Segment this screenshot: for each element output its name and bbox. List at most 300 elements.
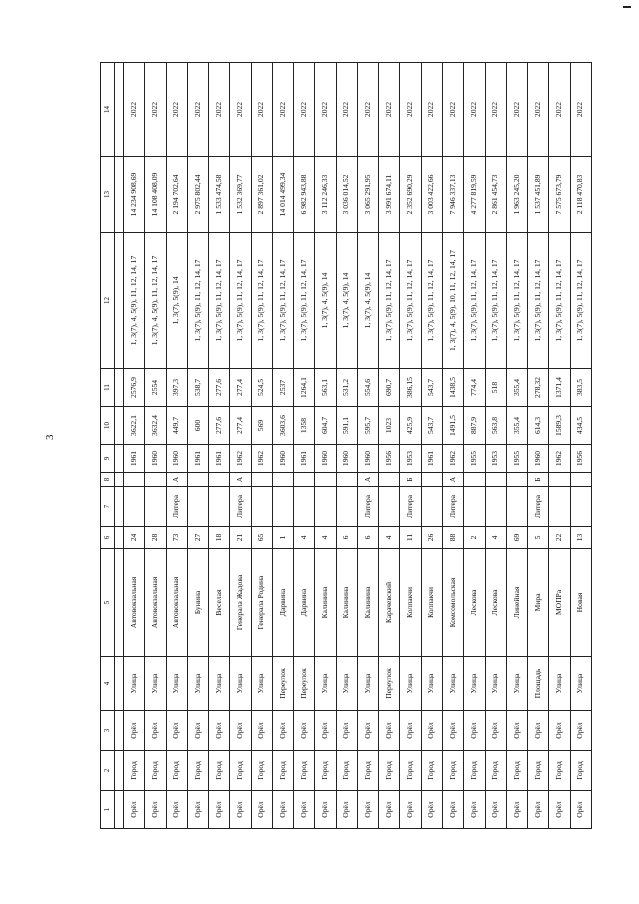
cell-settlement-type: Город bbox=[315, 751, 336, 791]
cell-district: Орёл bbox=[549, 791, 570, 829]
cell-year-planned: 2022 bbox=[485, 63, 506, 157]
cell-living-area: 2537 bbox=[272, 369, 293, 407]
cell-cost: 1 963 245,20 bbox=[506, 157, 527, 233]
cell-settlement-type: Город bbox=[145, 751, 166, 791]
column-header: 13 bbox=[101, 157, 115, 233]
cell-year-built: 1960 bbox=[528, 445, 549, 473]
cell-settlement: Орёл bbox=[357, 711, 378, 751]
cell-year-built: 1962 bbox=[442, 445, 463, 473]
cell-living-area: 1371,4 bbox=[549, 369, 570, 407]
cell-living-area: 1438,5 bbox=[442, 369, 463, 407]
cell-work-types: 1, 3(7), 4, 5(9), 14 bbox=[315, 233, 336, 369]
cell-letter bbox=[187, 473, 208, 487]
cell-street-type: Улица bbox=[187, 657, 208, 711]
cell-settlement: Орёл bbox=[442, 711, 463, 751]
cell-total-area: 277,4 bbox=[230, 407, 251, 445]
cell-letter: А bbox=[357, 473, 378, 487]
cell-settlement: Орёл bbox=[570, 711, 591, 751]
cell-street-type: Улица bbox=[209, 657, 230, 711]
column-header: 3 bbox=[101, 711, 115, 751]
cell-total-area: 1358 bbox=[294, 407, 315, 445]
cell-year-built: 1960 bbox=[315, 445, 336, 473]
cell-district: Орёл bbox=[357, 791, 378, 829]
table-row bbox=[528, 63, 549, 829]
cell-house-number: 27 bbox=[187, 527, 208, 549]
cell-house-number: 4 bbox=[315, 527, 336, 549]
cell-settlement: Орёл bbox=[336, 711, 357, 751]
cell-settlement: Орёл bbox=[187, 711, 208, 751]
cell-living-area: 524,5 bbox=[251, 369, 272, 407]
cell-settlement: Орёл bbox=[421, 711, 442, 751]
cell-year-planned: 2022 bbox=[294, 63, 315, 157]
cell-year-planned: 2022 bbox=[336, 63, 357, 157]
cell-street: Мира bbox=[528, 549, 549, 657]
cell-street-type: Улица bbox=[506, 657, 527, 711]
cell-street-type: Переулок bbox=[272, 657, 293, 711]
column-header: 8 bbox=[101, 473, 115, 487]
cell-letter bbox=[570, 473, 591, 487]
cell-work-types: 1, 3(7), 5(9), 11, 12, 14, 17 bbox=[379, 233, 400, 369]
cell-work-types: 1, 3(7), 5(9), 11, 12, 14, 17 bbox=[251, 233, 272, 369]
cell-year-planned: 2022 bbox=[506, 63, 527, 157]
cell-street: Калинина bbox=[336, 549, 357, 657]
cell-year-planned: 2022 bbox=[421, 63, 442, 157]
cell-settlement: Орёл bbox=[528, 711, 549, 751]
cell-street: Комсомольская bbox=[442, 549, 463, 657]
cell-house-number: 4 bbox=[485, 527, 506, 549]
table-row bbox=[506, 63, 527, 829]
cell-street: Автовокзальная bbox=[124, 549, 145, 657]
cell-street-type: Улица bbox=[442, 657, 463, 711]
cell-house-number: 6 bbox=[357, 527, 378, 549]
cell-letter bbox=[251, 473, 272, 487]
cell-district: Орёл bbox=[464, 791, 485, 829]
cell-street: Карачевский bbox=[379, 549, 400, 657]
cell-street: Дарвина bbox=[272, 549, 293, 657]
table-body bbox=[115, 63, 592, 829]
cell-street-type: Улица bbox=[336, 657, 357, 711]
cell-total-area: 355,4 bbox=[506, 407, 527, 445]
cell-year-planned: 2022 bbox=[145, 63, 166, 157]
cell-letter-label bbox=[124, 487, 145, 527]
cell-street: Линейная bbox=[506, 549, 527, 657]
cell-year-built: 1960 bbox=[336, 445, 357, 473]
cell-year-planned: 2022 bbox=[166, 63, 187, 157]
cell-cost: 4 277 819,59 bbox=[464, 157, 485, 233]
cell-living-area: 397,3 bbox=[166, 369, 187, 407]
column-header: 6 bbox=[101, 527, 115, 549]
cell-settlement-type: Город bbox=[187, 751, 208, 791]
cell-settlement: Орёл bbox=[485, 711, 506, 751]
cell-district: Орёл bbox=[528, 791, 549, 829]
cell-district: Орёл bbox=[379, 791, 400, 829]
cell-street-type: Улица bbox=[464, 657, 485, 711]
cell-settlement-type: Город bbox=[294, 751, 315, 791]
cell-cost: 2 352 690,29 bbox=[400, 157, 421, 233]
header-row bbox=[101, 63, 115, 829]
cell-cost: 6 982 943,88 bbox=[294, 157, 315, 233]
cell-letter bbox=[549, 473, 570, 487]
table-row bbox=[251, 63, 272, 829]
cell-district: Орёл bbox=[166, 791, 187, 829]
cell-house-number: 5 bbox=[528, 527, 549, 549]
cell-year-planned: 2022 bbox=[187, 63, 208, 157]
cell-year-built: 1955 bbox=[506, 445, 527, 473]
cell-year-built: 1962 bbox=[230, 445, 251, 473]
column-header: 1 bbox=[101, 791, 115, 829]
cell-settlement-type: Город bbox=[379, 751, 400, 791]
data-table bbox=[100, 62, 592, 829]
cell-settlement: Орёл bbox=[294, 711, 315, 751]
cell-cost: 7 575 673,79 bbox=[549, 157, 570, 233]
cell-letter-label bbox=[379, 487, 400, 527]
cell-total-area: 3622,1 bbox=[124, 407, 145, 445]
cell-living-area: 563,1 bbox=[315, 369, 336, 407]
table-row bbox=[421, 63, 442, 829]
cell-cost: 2 975 802,44 bbox=[187, 157, 208, 233]
cell-letter-label bbox=[485, 487, 506, 527]
cell-total-area: 600 bbox=[187, 407, 208, 445]
cell-street: Генерала Родина bbox=[251, 549, 272, 657]
cell-street-type: Улица bbox=[315, 657, 336, 711]
cell-cost: 3 036 014,52 bbox=[336, 157, 357, 233]
cell-street: МОПРа bbox=[549, 549, 570, 657]
corner-mark bbox=[623, 6, 631, 8]
cell-district: Орёл bbox=[230, 791, 251, 829]
cell-cost: 1 532 369,77 bbox=[230, 157, 251, 233]
cell-street-type: Улица bbox=[124, 657, 145, 711]
cell-cost: 2 118 470,83 bbox=[570, 157, 591, 233]
cell-cost: 1 533 474,58 bbox=[209, 157, 230, 233]
cell-living-area: 277,6 bbox=[209, 369, 230, 407]
cell-letter-label: Литера bbox=[357, 487, 378, 527]
cell-settlement-type: Город bbox=[549, 751, 570, 791]
cell-total-area: 1023 bbox=[379, 407, 400, 445]
cell-year-planned: 2022 bbox=[209, 63, 230, 157]
cell-street: Генерала Жадова bbox=[230, 549, 251, 657]
cell-living-area: 543,7 bbox=[421, 369, 442, 407]
cell-cost: 3 065 291,95 bbox=[357, 157, 378, 233]
cell-year-built: 1961 bbox=[187, 445, 208, 473]
table-row bbox=[209, 63, 230, 829]
cell-letter bbox=[124, 473, 145, 487]
cell-street-type: Улица bbox=[166, 657, 187, 711]
cell-district: Орёл bbox=[272, 791, 293, 829]
cell-cost: 3 112 246,33 bbox=[315, 157, 336, 233]
cell-house-number: 88 bbox=[442, 527, 463, 549]
table-row bbox=[485, 63, 506, 829]
cell-street-type: Улица bbox=[230, 657, 251, 711]
cell-year-planned: 2022 bbox=[272, 63, 293, 157]
page-number: 3 bbox=[44, 434, 56, 440]
cell-year-built: 1960 bbox=[357, 445, 378, 473]
column-header: 4 bbox=[101, 657, 115, 711]
cell-letter bbox=[485, 473, 506, 487]
cell-house-number: 22 bbox=[549, 527, 570, 549]
column-header: 9 bbox=[101, 445, 115, 473]
cell-district: Орёл bbox=[209, 791, 230, 829]
table-row bbox=[379, 63, 400, 829]
cell-living-area: 355,4 bbox=[506, 369, 527, 407]
cell-letter bbox=[145, 473, 166, 487]
cell-work-types: 1, 3(7), 5(9), 14 bbox=[166, 233, 187, 369]
cell-district: Орёл bbox=[145, 791, 166, 829]
table-row bbox=[124, 63, 145, 829]
cell-letter bbox=[209, 473, 230, 487]
table-row bbox=[315, 63, 336, 829]
cell-total-area: 3632,4 bbox=[145, 407, 166, 445]
cell-work-types: 1, 3(7), 4, 5(9), 10, 11, 12, 14, 17 bbox=[442, 233, 463, 369]
cell-house-number: 13 bbox=[570, 527, 591, 549]
cell-living-area: 554,6 bbox=[357, 369, 378, 407]
table-row bbox=[294, 63, 315, 829]
cell-district: Орёл bbox=[294, 791, 315, 829]
cell-total-area: 543,7 bbox=[421, 407, 442, 445]
cell-year-built: 1953 bbox=[485, 445, 506, 473]
cell-work-types: 1, 3(7), 5(9), 11, 12, 14, 17 bbox=[528, 233, 549, 369]
cell-living-area: 690,7 bbox=[379, 369, 400, 407]
cell-settlement: Орёл bbox=[251, 711, 272, 751]
cell-street: Бунина bbox=[187, 549, 208, 657]
cell-work-types: 1, 3(7), 4, 5(9), 11, 12, 14, 17 bbox=[145, 233, 166, 369]
cell-settlement-type: Город bbox=[570, 751, 591, 791]
cell-settlement-type: Город bbox=[209, 751, 230, 791]
cell-work-types: 1, 3(7), 5(9), 11, 12, 14, 17 bbox=[506, 233, 527, 369]
table-row bbox=[549, 63, 570, 829]
cell-settlement: Орёл bbox=[549, 711, 570, 751]
cell-street-type: Переулок bbox=[294, 657, 315, 711]
cell-street-type: Улица bbox=[421, 657, 442, 711]
column-header: 7 bbox=[101, 487, 115, 527]
cell-district: Орёл bbox=[315, 791, 336, 829]
cell-settlement-type: Город bbox=[442, 751, 463, 791]
cell-district: Орёл bbox=[400, 791, 421, 829]
cell-work-types: 1, 3(7), 4, 5(9), 11, 12, 14, 17 bbox=[124, 233, 145, 369]
cell-district: Орёл bbox=[421, 791, 442, 829]
cell-settlement-type: Город bbox=[400, 751, 421, 791]
table-row bbox=[166, 63, 187, 829]
cell-letter: А bbox=[230, 473, 251, 487]
column-header: 14 bbox=[101, 63, 115, 157]
cell-house-number: 4 bbox=[379, 527, 400, 549]
blank-row bbox=[115, 63, 124, 829]
cell-work-types: 1, 3(7), 5(9), 11, 12, 14, 17 bbox=[464, 233, 485, 369]
column-header: 12 bbox=[101, 233, 115, 369]
cell-total-area: 449,7 bbox=[166, 407, 187, 445]
cell-living-area: 383,5 bbox=[570, 369, 591, 407]
cell-letter-label bbox=[294, 487, 315, 527]
table-row bbox=[272, 63, 293, 829]
cell-cost: 2 861 454,73 bbox=[485, 157, 506, 233]
cell-cost: 1 537 451,89 bbox=[528, 157, 549, 233]
cell-letter-label: Литера bbox=[230, 487, 251, 527]
cell-street-type: Улица bbox=[400, 657, 421, 711]
cell-cost: 3 991 674,11 bbox=[379, 157, 400, 233]
cell-settlement: Орёл bbox=[315, 711, 336, 751]
cell-cost: 2 194 702,64 bbox=[166, 157, 187, 233]
cell-house-number: 73 bbox=[166, 527, 187, 549]
column-header: 5 bbox=[101, 549, 115, 657]
cell-total-area: 604,7 bbox=[315, 407, 336, 445]
table-row bbox=[442, 63, 463, 829]
cell-district: Орёл bbox=[251, 791, 272, 829]
cell-house-number: 26 bbox=[421, 527, 442, 549]
cell-total-area: 1491,5 bbox=[442, 407, 463, 445]
cell-settlement: Орёл bbox=[209, 711, 230, 751]
cell-work-types: 1, 3(7), 5(9), 11, 12, 14, 17 bbox=[209, 233, 230, 369]
table-row bbox=[187, 63, 208, 829]
cell-letter-label: Литера bbox=[166, 487, 187, 527]
cell-letter-label bbox=[272, 487, 293, 527]
cell-work-types: 1, 3(7), 5(9), 11, 12, 14, 17 bbox=[230, 233, 251, 369]
cell-letter-label bbox=[145, 487, 166, 527]
cell-settlement: Орёл bbox=[124, 711, 145, 751]
cell-letter: А bbox=[442, 473, 463, 487]
cell-year-planned: 2022 bbox=[442, 63, 463, 157]
cell-work-types: 1, 3(7), 5(9), 11, 12, 14, 17 bbox=[485, 233, 506, 369]
cell-letter bbox=[315, 473, 336, 487]
cell-year-planned: 2022 bbox=[315, 63, 336, 157]
cell-settlement-type: Город bbox=[464, 751, 485, 791]
cell-house-number: 4 bbox=[294, 527, 315, 549]
cell-settlement-type: Город bbox=[357, 751, 378, 791]
cell-year-planned: 2022 bbox=[251, 63, 272, 157]
cell-year-planned: 2022 bbox=[124, 63, 145, 157]
cell-settlement: Орёл bbox=[379, 711, 400, 751]
cell-letter-label: Литера bbox=[442, 487, 463, 527]
cell-year-built: 1955 bbox=[464, 445, 485, 473]
cell-cost: 14 234 908,69 bbox=[124, 157, 145, 233]
cell-district: Орёл bbox=[506, 791, 527, 829]
cell-letter-label: Литера bbox=[400, 487, 421, 527]
cell-settlement-type: Город bbox=[230, 751, 251, 791]
cell-settlement: Орёл bbox=[272, 711, 293, 751]
cell-year-planned: 2022 bbox=[400, 63, 421, 157]
cell-work-types: 1, 3(7), 5(9), 11, 12, 14, 17 bbox=[272, 233, 293, 369]
cell-year-built: 1960 bbox=[166, 445, 187, 473]
cell-letter bbox=[272, 473, 293, 487]
cell-settlement: Орёл bbox=[145, 711, 166, 751]
cell-district: Орёл bbox=[442, 791, 463, 829]
cell-house-number: 1 bbox=[272, 527, 293, 549]
cell-settlement: Орёл bbox=[506, 711, 527, 751]
cell-letter: Б bbox=[400, 473, 421, 487]
cell-living-area: 531,2 bbox=[336, 369, 357, 407]
cell-work-types: 1, 3(7), 5(9), 11, 12, 14, 17 bbox=[570, 233, 591, 369]
cell-living-area: 278,32 bbox=[528, 369, 549, 407]
cell-street-type: Улица bbox=[145, 657, 166, 711]
cell-house-number: 18 bbox=[209, 527, 230, 549]
cell-living-area: 386,15 bbox=[400, 369, 421, 407]
cell-letter bbox=[464, 473, 485, 487]
table-row bbox=[230, 63, 251, 829]
cell-street-type: Улица bbox=[570, 657, 591, 711]
cell-year-built: 1956 bbox=[570, 445, 591, 473]
cell-settlement-type: Город bbox=[124, 751, 145, 791]
cell-year-planned: 2022 bbox=[230, 63, 251, 157]
cell-cost: 7 946 337,13 bbox=[442, 157, 463, 233]
cell-house-number: 21 bbox=[230, 527, 251, 549]
cell-house-number: 24 bbox=[124, 527, 145, 549]
column-header: 10 bbox=[101, 407, 115, 445]
cell-letter: Б bbox=[528, 473, 549, 487]
cell-total-area: 595,7 bbox=[357, 407, 378, 445]
cell-year-built: 1962 bbox=[251, 445, 272, 473]
cell-letter bbox=[336, 473, 357, 487]
cell-house-number: 6 bbox=[336, 527, 357, 549]
cell-letter-label: Литера bbox=[528, 487, 549, 527]
table-row bbox=[570, 63, 591, 829]
cell-district: Орёл bbox=[124, 791, 145, 829]
cell-district: Орёл bbox=[336, 791, 357, 829]
cell-year-built: 1956 bbox=[379, 445, 400, 473]
cell-year-planned: 2022 bbox=[357, 63, 378, 157]
table-row bbox=[145, 63, 166, 829]
cell-total-area: 563,8 bbox=[485, 407, 506, 445]
cell-total-area: 425,9 bbox=[400, 407, 421, 445]
cell-settlement-type: Город bbox=[251, 751, 272, 791]
cell-year-built: 1961 bbox=[421, 445, 442, 473]
cell-letter-label bbox=[209, 487, 230, 527]
cell-street: Автовокзальная bbox=[166, 549, 187, 657]
cell-year-built: 1962 bbox=[549, 445, 570, 473]
cell-living-area: 538,7 bbox=[187, 369, 208, 407]
cell-street-type: Переулок bbox=[379, 657, 400, 711]
cell-street: Автовокзальная bbox=[145, 549, 166, 657]
cell-house-number: 2 bbox=[464, 527, 485, 549]
cell-street: Лескова bbox=[464, 549, 485, 657]
cell-district: Орёл bbox=[485, 791, 506, 829]
cell-district: Орёл bbox=[187, 791, 208, 829]
cell-total-area: 3603,6 bbox=[272, 407, 293, 445]
cell-year-built: 1960 bbox=[272, 445, 293, 473]
table-header bbox=[101, 63, 115, 829]
cell-total-area: 277,6 bbox=[209, 407, 230, 445]
cell-house-number: 28 bbox=[145, 527, 166, 549]
cell-letter-label bbox=[315, 487, 336, 527]
cell-work-types: 1, 3(7), 4, 5(9), 14 bbox=[357, 233, 378, 369]
cell-cost: 3 003 422,66 bbox=[421, 157, 442, 233]
cell-living-area: 277,4 bbox=[230, 369, 251, 407]
column-header: 11 bbox=[101, 369, 115, 407]
cell-house-number: 11 bbox=[400, 527, 421, 549]
cell-work-types: 1, 3(7), 5(9), 11, 12, 14, 17 bbox=[187, 233, 208, 369]
cell-work-types: 1, 3(7), 5(9), 11, 12, 14, 17 bbox=[294, 233, 315, 369]
cell-living-area: 774,4 bbox=[464, 369, 485, 407]
cell-total-area: 569 bbox=[251, 407, 272, 445]
cell-total-area: 1589,3 bbox=[549, 407, 570, 445]
cell-letter-label bbox=[251, 487, 272, 527]
cell-street-type: Улица bbox=[357, 657, 378, 711]
cell-district: Орёл bbox=[570, 791, 591, 829]
cell-year-planned: 2022 bbox=[464, 63, 485, 157]
cell-street: Лескова bbox=[485, 549, 506, 657]
cell-living-area: 518 bbox=[485, 369, 506, 407]
cell-settlement: Орёл bbox=[166, 711, 187, 751]
cell-total-area: 887,9 bbox=[464, 407, 485, 445]
cell-work-types: 1, 3(7), 5(9), 11, 12, 14, 17 bbox=[549, 233, 570, 369]
cell-street-type: Улица bbox=[251, 657, 272, 711]
cell-street-type: Улица bbox=[485, 657, 506, 711]
cell-letter: А bbox=[166, 473, 187, 487]
cell-year-built: 1960 bbox=[145, 445, 166, 473]
table-row bbox=[464, 63, 485, 829]
cell-street: Колпакчи bbox=[421, 549, 442, 657]
cell-year-planned: 2022 bbox=[570, 63, 591, 157]
cell-living-area: 2576,9 bbox=[124, 369, 145, 407]
cell-letter bbox=[421, 473, 442, 487]
cell-settlement-type: Город bbox=[336, 751, 357, 791]
